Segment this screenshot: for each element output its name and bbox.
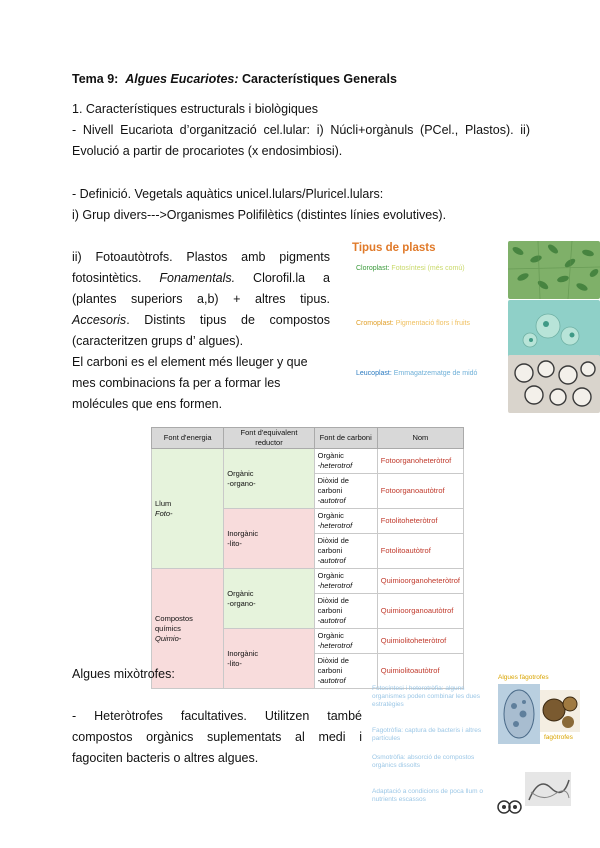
table-row: [152, 569, 464, 594]
plast-label-3: [356, 370, 486, 378]
carbon-cell: [314, 569, 377, 594]
nivell-paragraph: - Nivell Eucariota d’organització cel.lular: i) Núcli+orgànuls (PCel., Plastos). ii) Evolució a partir de procariotes (x endosimbiosi).: [72, 123, 530, 158]
definicio-line1: - Definició. Vegetals aquàtics unicel.lulars/Pluricel.lulars:: [72, 187, 384, 201]
reductor-prefix: -organo-: [227, 598, 256, 608]
foto-text-b: Clorofil.la a (plantes superiors a,b) + altres tipus.: [72, 271, 330, 306]
carbon-cell: [314, 654, 377, 689]
chloroplast-image: [508, 241, 600, 299]
carbon-cell: [314, 534, 377, 569]
definicio-line2: i) Grup divers--->Organismes Polifilètics (distintes línies evolutives).: [72, 208, 447, 222]
carbon-label: Diòxid de carboni: [317, 476, 349, 495]
section-heading: 1. Característiques estructurals i biològiques: [72, 102, 318, 116]
plast-desc: Fotosíntesi (més comú): [391, 265, 465, 272]
mixo-micrograph-1: [498, 684, 540, 744]
plast-label-1: [356, 265, 486, 273]
carbon-suffix: -autotrof: [317, 496, 346, 505]
carbon-label: Diòxid de carboni: [317, 536, 349, 555]
reductor-label: Orgànic: [227, 468, 254, 478]
carbon-cell: [314, 474, 377, 509]
energy-prefix: Quimio-: [155, 633, 182, 643]
foto-text-a: ii) Fotoautòtrofs. Plastos amb pigments fotosintètics.: [72, 250, 330, 285]
mixo-note-1: Fotosíntesi i heterotròfia: alguns organismes poden combinar les dues estratègies: [372, 685, 481, 708]
carbon-cell: [314, 509, 377, 534]
mixotrofes-heading: Algues mixòtrofes:: [72, 667, 175, 681]
mixo-note-3: Osmotròfia: absorció de compostos orgànics dissolts: [372, 754, 475, 769]
plast-name: Leucoplast:: [356, 370, 392, 377]
fotoautotrofs-paragraph: [72, 247, 330, 352]
plast-desc: Emmagatzematge de midó: [393, 370, 478, 377]
carbon-cell: [314, 594, 377, 629]
carbon-cell: [314, 629, 377, 654]
header-cell: Font d'energia: [152, 428, 224, 449]
title-prefix: Tema 9:: [72, 72, 119, 86]
mixo-note-4: Adaptació a condicions de poca llum o nutrients escassos: [372, 788, 483, 803]
carbon-label: Diòxid de carboni: [317, 656, 349, 675]
energy-label: Compostos químics: [155, 613, 193, 633]
carbon-suffix: -heterotrof: [317, 641, 353, 650]
nom-cell: Quimioorganoautòtrof: [377, 594, 463, 629]
header-cell: Font d'equivalent reductor: [224, 428, 314, 449]
nom-cell: Fotolitoheteròtrof: [377, 509, 463, 534]
plast-desc: Pigmentació flors i fruits: [395, 320, 470, 327]
carbon-cell: [314, 449, 377, 474]
reductor-prefix: -organo-: [227, 478, 256, 488]
title-rest: Característiques Generals: [242, 72, 397, 86]
energy-cell: [152, 449, 224, 569]
carbon-suffix: -autotrof: [317, 616, 346, 625]
leucoplast-image: [508, 355, 600, 413]
energy-label: Llum: [155, 498, 172, 508]
carbon-label: Diòxid de carboni: [317, 596, 349, 615]
mixo-micrograph-2: [540, 690, 580, 732]
mixotrofes-paragraph: - Heteròtrofes facultatives. Utilitzen també compostos orgànics suplementats al medi i fagociten bacteris o altres algues.: [72, 709, 362, 765]
carbon-suffix: -heterotrof: [317, 461, 353, 470]
carbon-label: Orgànic: [317, 511, 344, 520]
nom-cell: Quimiolitoautòtrof: [377, 654, 463, 689]
plast-name: Cromoplast:: [356, 320, 394, 327]
carbon-suffix: -autotrof: [317, 556, 346, 565]
table-row: [152, 449, 464, 474]
reductor-cell: [224, 449, 314, 509]
carbon-suffix: -heterotrof: [317, 521, 353, 530]
reductor-cell: [224, 569, 314, 629]
chromoplast-image: [508, 300, 600, 358]
carbon-label: Orgànic: [317, 451, 344, 460]
mixo-micrograph-3: [525, 772, 571, 806]
mixo-note-2: Fagotròfia: captura de bacteris i altres partícules: [372, 727, 482, 742]
nom-cell: Fotolitoautòtrof: [377, 534, 463, 569]
reductor-label: Inorgànic: [227, 528, 259, 538]
header-cell: Font de carboni: [314, 428, 377, 449]
carboni-paragraph: El carboni es el element més lleuger y que mes combinacions fa per a formar les molécules que ens formen.: [72, 355, 308, 411]
foto-accesoris: Accesoris: [72, 313, 127, 327]
mixo-micrograph-4: [496, 795, 522, 819]
nom-cell: Quimioorganoheteròtrof: [377, 569, 463, 594]
title-italic: Algues Eucariotes:: [125, 72, 239, 86]
header-cell: Nom: [377, 428, 463, 449]
energy-prefix: Foto-: [155, 508, 173, 518]
page-title: [72, 69, 397, 90]
plasts-figure-title: Tipus de plasts: [352, 242, 436, 254]
plast-name: Cloroplast:: [356, 265, 390, 272]
nom-cell: Fotoorganoautòtrof: [377, 474, 463, 509]
mixo-figure-side-label: fagòtrofes: [544, 734, 573, 741]
foto-fonamentals: Fonamentals.: [159, 271, 236, 285]
carbon-label: Orgànic: [317, 571, 344, 580]
foto-text-c: . Distints tipus de compostos (caracteritzen grups d’ algues).: [72, 313, 330, 348]
nutrition-table-wrapper: [151, 427, 464, 689]
reductor-label: Orgànic: [227, 588, 254, 598]
carbon-label: Orgànic: [317, 631, 344, 640]
reductor-label: Inorgànic: [227, 648, 259, 658]
nom-cell: Fotoorganoheteròtrof: [377, 449, 463, 474]
reductor-prefix: -lito-: [227, 538, 242, 548]
mixo-figure-label: Algues fàgotrofes: [498, 674, 549, 681]
carbon-suffix: -heterotrof: [317, 581, 353, 590]
plast-label-2: [356, 320, 486, 328]
reductor-cell: [224, 629, 314, 689]
nutrition-table: [151, 427, 464, 689]
table-header-row: [152, 428, 464, 449]
carbon-suffix: -autotrof: [317, 676, 346, 685]
reductor-cell: [224, 509, 314, 569]
reductor-prefix: -lito-: [227, 658, 242, 668]
nom-cell: Quimiolitoheteròtrof: [377, 629, 463, 654]
